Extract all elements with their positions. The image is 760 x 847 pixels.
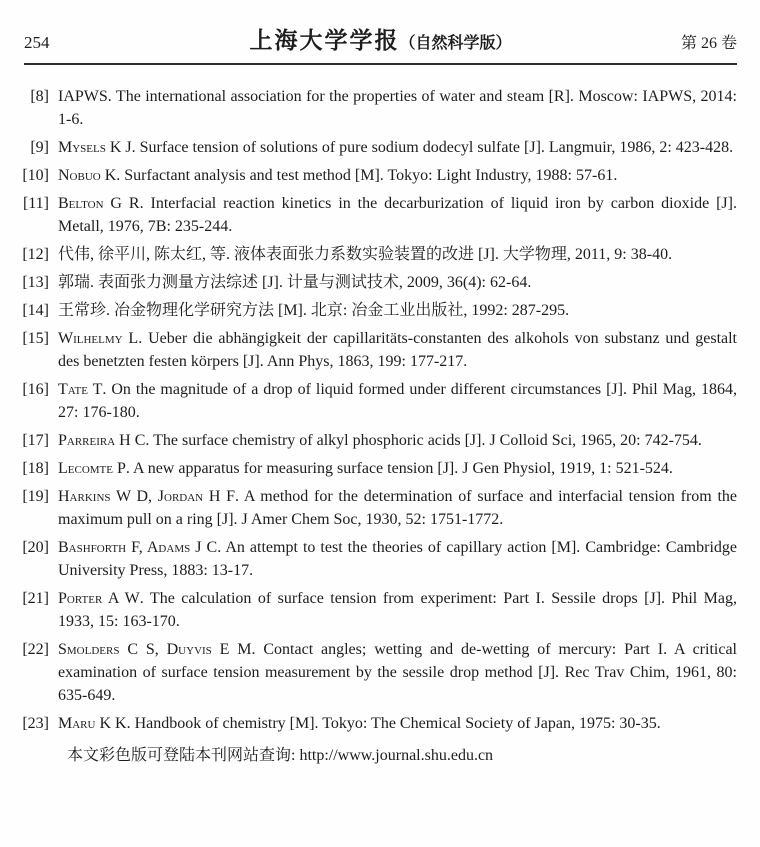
reference-body: 王常珍. 冶金物理化学研究方法 [M]. 北京: 冶金工业出版社, 1992: 287-295. bbox=[58, 302, 570, 319]
reference-label: [8] bbox=[30, 88, 49, 105]
reference-item bbox=[20, 164, 737, 187]
reference-label: [18] bbox=[22, 460, 49, 477]
reference-label: [22] bbox=[22, 641, 49, 658]
reference-authors: Tate T bbox=[58, 381, 103, 398]
reference-text bbox=[58, 192, 737, 238]
reference-authors: Parreira H C bbox=[58, 432, 146, 449]
reference-label: [12] bbox=[22, 246, 49, 263]
reference-item bbox=[20, 327, 737, 373]
reference-authors: IAPWS bbox=[58, 88, 108, 105]
reference-label: [13] bbox=[22, 274, 49, 291]
reference-text bbox=[58, 136, 737, 159]
volume-number: 第 26 卷 bbox=[680, 35, 737, 52]
reference-authors: Porter A W bbox=[58, 590, 140, 607]
reference-authors: Mysels K J bbox=[58, 139, 132, 156]
reference-authors: Nobuo K bbox=[58, 167, 117, 184]
page-number: 254 bbox=[24, 33, 50, 52]
reference-label: [10] bbox=[22, 167, 49, 184]
reference-label: [19] bbox=[22, 488, 49, 505]
reference-text bbox=[58, 712, 737, 735]
reference-body: . The calculation of surface tension from experiment: Part I. Sessile drops [J]. Phil Mag, 1933, 15: 163-170. bbox=[58, 590, 738, 630]
reference-text bbox=[58, 457, 737, 480]
journal-subtitle: （自然科学版） bbox=[399, 35, 512, 52]
reference-authors: Bashforth F, Adams J C bbox=[58, 539, 218, 556]
reference-authors: Belton G R bbox=[58, 195, 140, 212]
reference-label: [15] bbox=[22, 330, 49, 347]
reference-text bbox=[58, 327, 737, 373]
reference-body: . The international association for the properties of water and steam [R]. Moscow: IAPWS, 2014: 1-6. bbox=[58, 88, 737, 128]
reference-text bbox=[58, 536, 737, 582]
reference-body: . The surface chemistry of alkyl phosphoric acids [J]. J Colloid Sci, 1965, 20: 742-754. bbox=[145, 432, 702, 449]
reference-item bbox=[20, 271, 737, 294]
references-list bbox=[20, 85, 737, 735]
journal-title-block bbox=[134, 22, 627, 55]
reference-item bbox=[20, 429, 737, 452]
reference-body: . Interfacial reaction kinetics in the decarburization of liquid iron by carbon dioxide [J]. Metall, 1976, 7B: 235-244. bbox=[58, 195, 737, 235]
reference-item bbox=[20, 587, 737, 633]
reference-item bbox=[20, 299, 737, 322]
reference-body: . Surface tension of solutions of pure sodium dodecyl sulfate [J]. Langmuir, 1986, 2: 423-428. bbox=[131, 139, 734, 156]
reference-body: . On the magnitude of a drop of liquid formed under different circumstances [J]. Phil Mag, 1864, 27: 176-180. bbox=[58, 381, 737, 421]
reference-label: [20] bbox=[22, 539, 49, 556]
journal-title: 上海大学学报 bbox=[249, 28, 400, 53]
references-section bbox=[0, 65, 760, 767]
reference-text bbox=[58, 243, 737, 266]
reference-body: . An attempt to test the theories of capillary action [M]. Cambridge: Cambridge University Press, 1883: 13-17. bbox=[58, 539, 737, 579]
reference-body: . Handbook of chemistry [M]. Tokyo: The Chemical Society of Japan, 1975: 30-35. bbox=[126, 715, 661, 732]
reference-body: . Contact angles; wetting and de-wetting of mercury: Part I. A critical examination of surface tension measurement by the sessile drop method [J]. Rec Trav Chim, 1961, 80: 635-649. bbox=[58, 641, 737, 704]
reference-authors: Smolders C S, Duyvis E M bbox=[58, 641, 252, 658]
footer-note: 本文彩色版可登陆本刊网站查询: http://www.journal.shu.edu.cn bbox=[67, 747, 494, 764]
reference-label: [14] bbox=[22, 302, 49, 319]
reference-label: [11] bbox=[22, 195, 49, 212]
reference-item bbox=[20, 243, 737, 266]
reference-label: [21] bbox=[22, 590, 49, 607]
reference-item bbox=[20, 536, 737, 582]
reference-text bbox=[58, 485, 737, 531]
reference-text bbox=[58, 378, 737, 424]
reference-authors: Harkins W D, Jordan H F bbox=[58, 488, 236, 505]
reference-item bbox=[20, 378, 737, 424]
reference-text bbox=[58, 638, 737, 707]
reference-label: [17] bbox=[22, 432, 49, 449]
reference-item bbox=[20, 638, 737, 707]
reference-body: 郭瑞. 表面张力测量方法综述 [J]. 计量与测试技术, 2009, 36(4): 62-64. bbox=[58, 274, 532, 291]
reference-item bbox=[20, 192, 737, 238]
page-header bbox=[0, 0, 760, 55]
reference-authors: Lecomte P bbox=[58, 460, 126, 477]
reference-item bbox=[20, 85, 737, 131]
reference-body: 代伟, 徐平川, 陈太红, 等. 液体表面张力系数实验装置的改进 [J]. 大学物理, 2011, 9: 38-40. bbox=[58, 246, 673, 263]
reference-text bbox=[58, 299, 737, 322]
reference-body: . A new apparatus for measuring surface tension [J]. J Gen Physiol, 1919, 1: 521-524. bbox=[125, 460, 673, 477]
reference-item bbox=[20, 457, 737, 480]
reference-text bbox=[58, 429, 737, 452]
reference-label: [23] bbox=[22, 715, 49, 732]
reference-text bbox=[58, 587, 737, 633]
reference-text bbox=[58, 85, 737, 131]
reference-label: [16] bbox=[22, 381, 49, 398]
reference-body: . Ueber die abhängigkeit der capillaritäts-constanten des alkohols von substanz und gestalt des benetzten festen körpers [J]. Ann Phys, 1863, 199: 177-217. bbox=[58, 330, 737, 370]
reference-item bbox=[20, 712, 737, 735]
reference-text bbox=[58, 271, 737, 294]
reference-item bbox=[20, 136, 737, 159]
reference-body: . A method for the determination of surface and interfacial tension from the maximum pull on a ring [J]. J Amer Chem Soc, 1930, 52: 1751-1772. bbox=[58, 488, 738, 528]
reference-authors: Wilhelmy L bbox=[58, 330, 139, 347]
reference-authors: Maru K K bbox=[58, 715, 127, 732]
reference-body: . Surfactant analysis and test method [M]. Tokyo: Light Industry, 1988: 57-61. bbox=[116, 167, 618, 184]
reference-text bbox=[58, 164, 737, 187]
reference-item bbox=[20, 485, 737, 531]
reference-label: [9] bbox=[30, 139, 49, 156]
